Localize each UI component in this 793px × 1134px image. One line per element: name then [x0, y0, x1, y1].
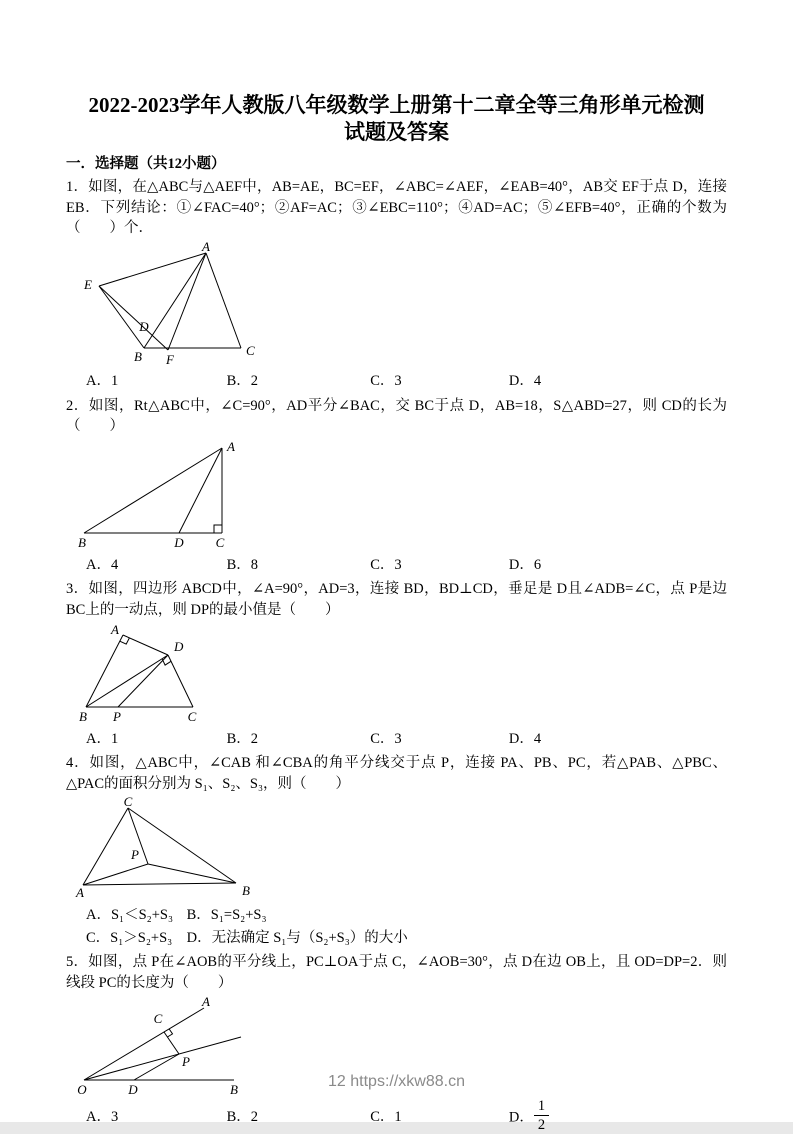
- point-label-O: O: [77, 1081, 87, 1097]
- figure-q2-lines: [84, 448, 222, 533]
- question-5-option-b: B．2: [226, 1109, 259, 1126]
- figure-q1-wrap: [76, 239, 727, 368]
- figure-q3-quadrilateral-diagram: [76, 621, 216, 725]
- point-label-E: E: [84, 277, 92, 293]
- question-1-text: 1．如图，在△ABC与△AEF中，AB=AE，BC=EF，∠ABC=∠AEF，∠EAB=40°，AB交 EF于点 D，连接 EB．下列结论：①∠FAC=40°；②AF=AC；③∠EBC=110°；④AD=AC；⑤∠EFB=40°，正确的个数为（ ）个．: [66, 179, 727, 237]
- question-4-options-row-2: [66, 928, 727, 949]
- point-label-D: D: [128, 1081, 138, 1097]
- point-label-A: A: [202, 239, 210, 255]
- question-5-option-d: [508, 1097, 549, 1134]
- question-3-option-b: B．2: [226, 730, 259, 747]
- question-1-option-d: D．4: [508, 373, 542, 390]
- point-label-P: P: [131, 847, 139, 863]
- point-label-D: D: [174, 534, 184, 550]
- question-5-text: 5．如图，点 P在∠AOB的平分线上，PC⊥OA于点 C，∠AOB=30°，点 D在边 OB上，且 OD=DP=2．则线段 PC的长度为（ ）: [66, 954, 727, 991]
- title-line-2: 试题及答案: [344, 119, 449, 144]
- question-3-options: [66, 729, 727, 750]
- title-line-1: 2022-2023学年人教版八年级数学上册第十二章全等三角形单元检测: [88, 93, 705, 117]
- question-block-4: [66, 753, 727, 948]
- figure-q4-lines: [83, 808, 236, 885]
- question-1-option-b: B．2: [226, 373, 259, 390]
- question-5-option-c: C．1: [370, 1109, 402, 1126]
- page-footer: 12 https://xkw88.cn: [328, 1073, 465, 1091]
- question-block-2: [66, 396, 727, 576]
- figure-q3-wrap: [76, 621, 727, 725]
- point-label-D: D: [139, 319, 149, 335]
- point-label-C: C: [187, 708, 197, 724]
- question-1-option-a: A．1: [86, 373, 119, 390]
- option-d-fraction: [534, 1098, 549, 1134]
- point-label-D: D: [174, 638, 184, 654]
- point-label-F: F: [166, 352, 174, 368]
- fraction-denominator: 2: [537, 1117, 546, 1134]
- question-4-options-row-1: [66, 905, 727, 926]
- question-4-option-b: B．S₁=S₂+S₃: [186, 907, 267, 924]
- point-label-A: A: [111, 621, 119, 637]
- question-2-option-d: D．6: [508, 556, 542, 573]
- section-heading: 一．选择题（共12小题）: [66, 155, 226, 172]
- point-label-A: A: [76, 885, 84, 901]
- question-block-5: [66, 952, 727, 1134]
- option-d-prefix: D．: [508, 1109, 534, 1126]
- question-4-text: 4．如图，△ABC中，∠CAB 和∠CBA的角平分线交于点 P，连接 PA、PB、PC，若△PAB、△PBC、△PAC的面积分别为 S₁、S₂、S₃，则（ ）: [66, 755, 727, 792]
- question-1-options: [66, 371, 727, 392]
- question-5-option-a: A．3: [86, 1109, 119, 1126]
- figure-q5-lines: [84, 1008, 241, 1080]
- point-label-A: A: [202, 993, 210, 1009]
- figure-q2-wrap: [76, 438, 727, 551]
- question-5-options: [66, 1097, 727, 1134]
- figure-q1-triangles-diagram: [76, 239, 276, 368]
- point-label-C: C: [246, 343, 255, 359]
- figure-q4-wrap: [76, 794, 727, 901]
- right-angle-mark-C: [214, 525, 222, 533]
- figure-q4-triangle-incenter-diagram: [76, 794, 256, 901]
- point-label-C: C: [153, 1010, 163, 1026]
- fraction-numerator: 1: [534, 1098, 549, 1117]
- question-block-3: [66, 579, 727, 749]
- point-label-A: A: [227, 438, 235, 454]
- question-4-option-c: C．S₁＞S₂+S₃: [86, 929, 173, 946]
- point-label-B: B: [79, 708, 87, 724]
- point-label-P: P: [182, 1053, 190, 1069]
- question-2-option-b: B．8: [226, 556, 259, 573]
- question-3-text: 3．如图，四边形 ABCD中，∠A=90°，AD=3，连接 BD，BD⊥CD，垂足是 D且∠ADB=∠C，点 P是边 BC上的一动点，则 DP的最小值是（ ）: [66, 581, 727, 618]
- question-3-option-c: C．3: [370, 730, 402, 747]
- question-4-option-d: D．无法确定 S₁与（S₂+S₃）的大小: [186, 929, 408, 946]
- question-3-option-d: D．4: [508, 730, 542, 747]
- page-title: [66, 92, 727, 146]
- question-2-option-c: C．3: [370, 556, 402, 573]
- question-3-option-a: A．1: [86, 730, 119, 747]
- question-2-option-a: A．4: [86, 556, 119, 573]
- question-1-option-c: C．3: [370, 373, 402, 390]
- point-label-B: B: [134, 349, 142, 365]
- question-block-1: [66, 177, 727, 391]
- point-label-C: C: [123, 794, 133, 810]
- point-label-C: C: [215, 534, 225, 550]
- point-label-P: P: [113, 708, 121, 724]
- figure-q1-lines: [99, 253, 241, 350]
- question-4-option-a: A．S₁＜S₂+S₃: [86, 907, 174, 924]
- right-angle-mark-C: [167, 1028, 172, 1036]
- question-2-options: [66, 555, 727, 576]
- figure-q2-right-triangle-diagram: [76, 438, 241, 551]
- question-2-text: 2．如图，Rt△ABC中，∠C=90°，AD平分∠BAC，交 BC于点 D，AB=18，S△ABD=27，则 CD的长为（ ）: [66, 397, 727, 435]
- point-label-B: B: [78, 534, 86, 550]
- point-label-B: B: [242, 883, 250, 899]
- point-label-B: B: [230, 1081, 238, 1097]
